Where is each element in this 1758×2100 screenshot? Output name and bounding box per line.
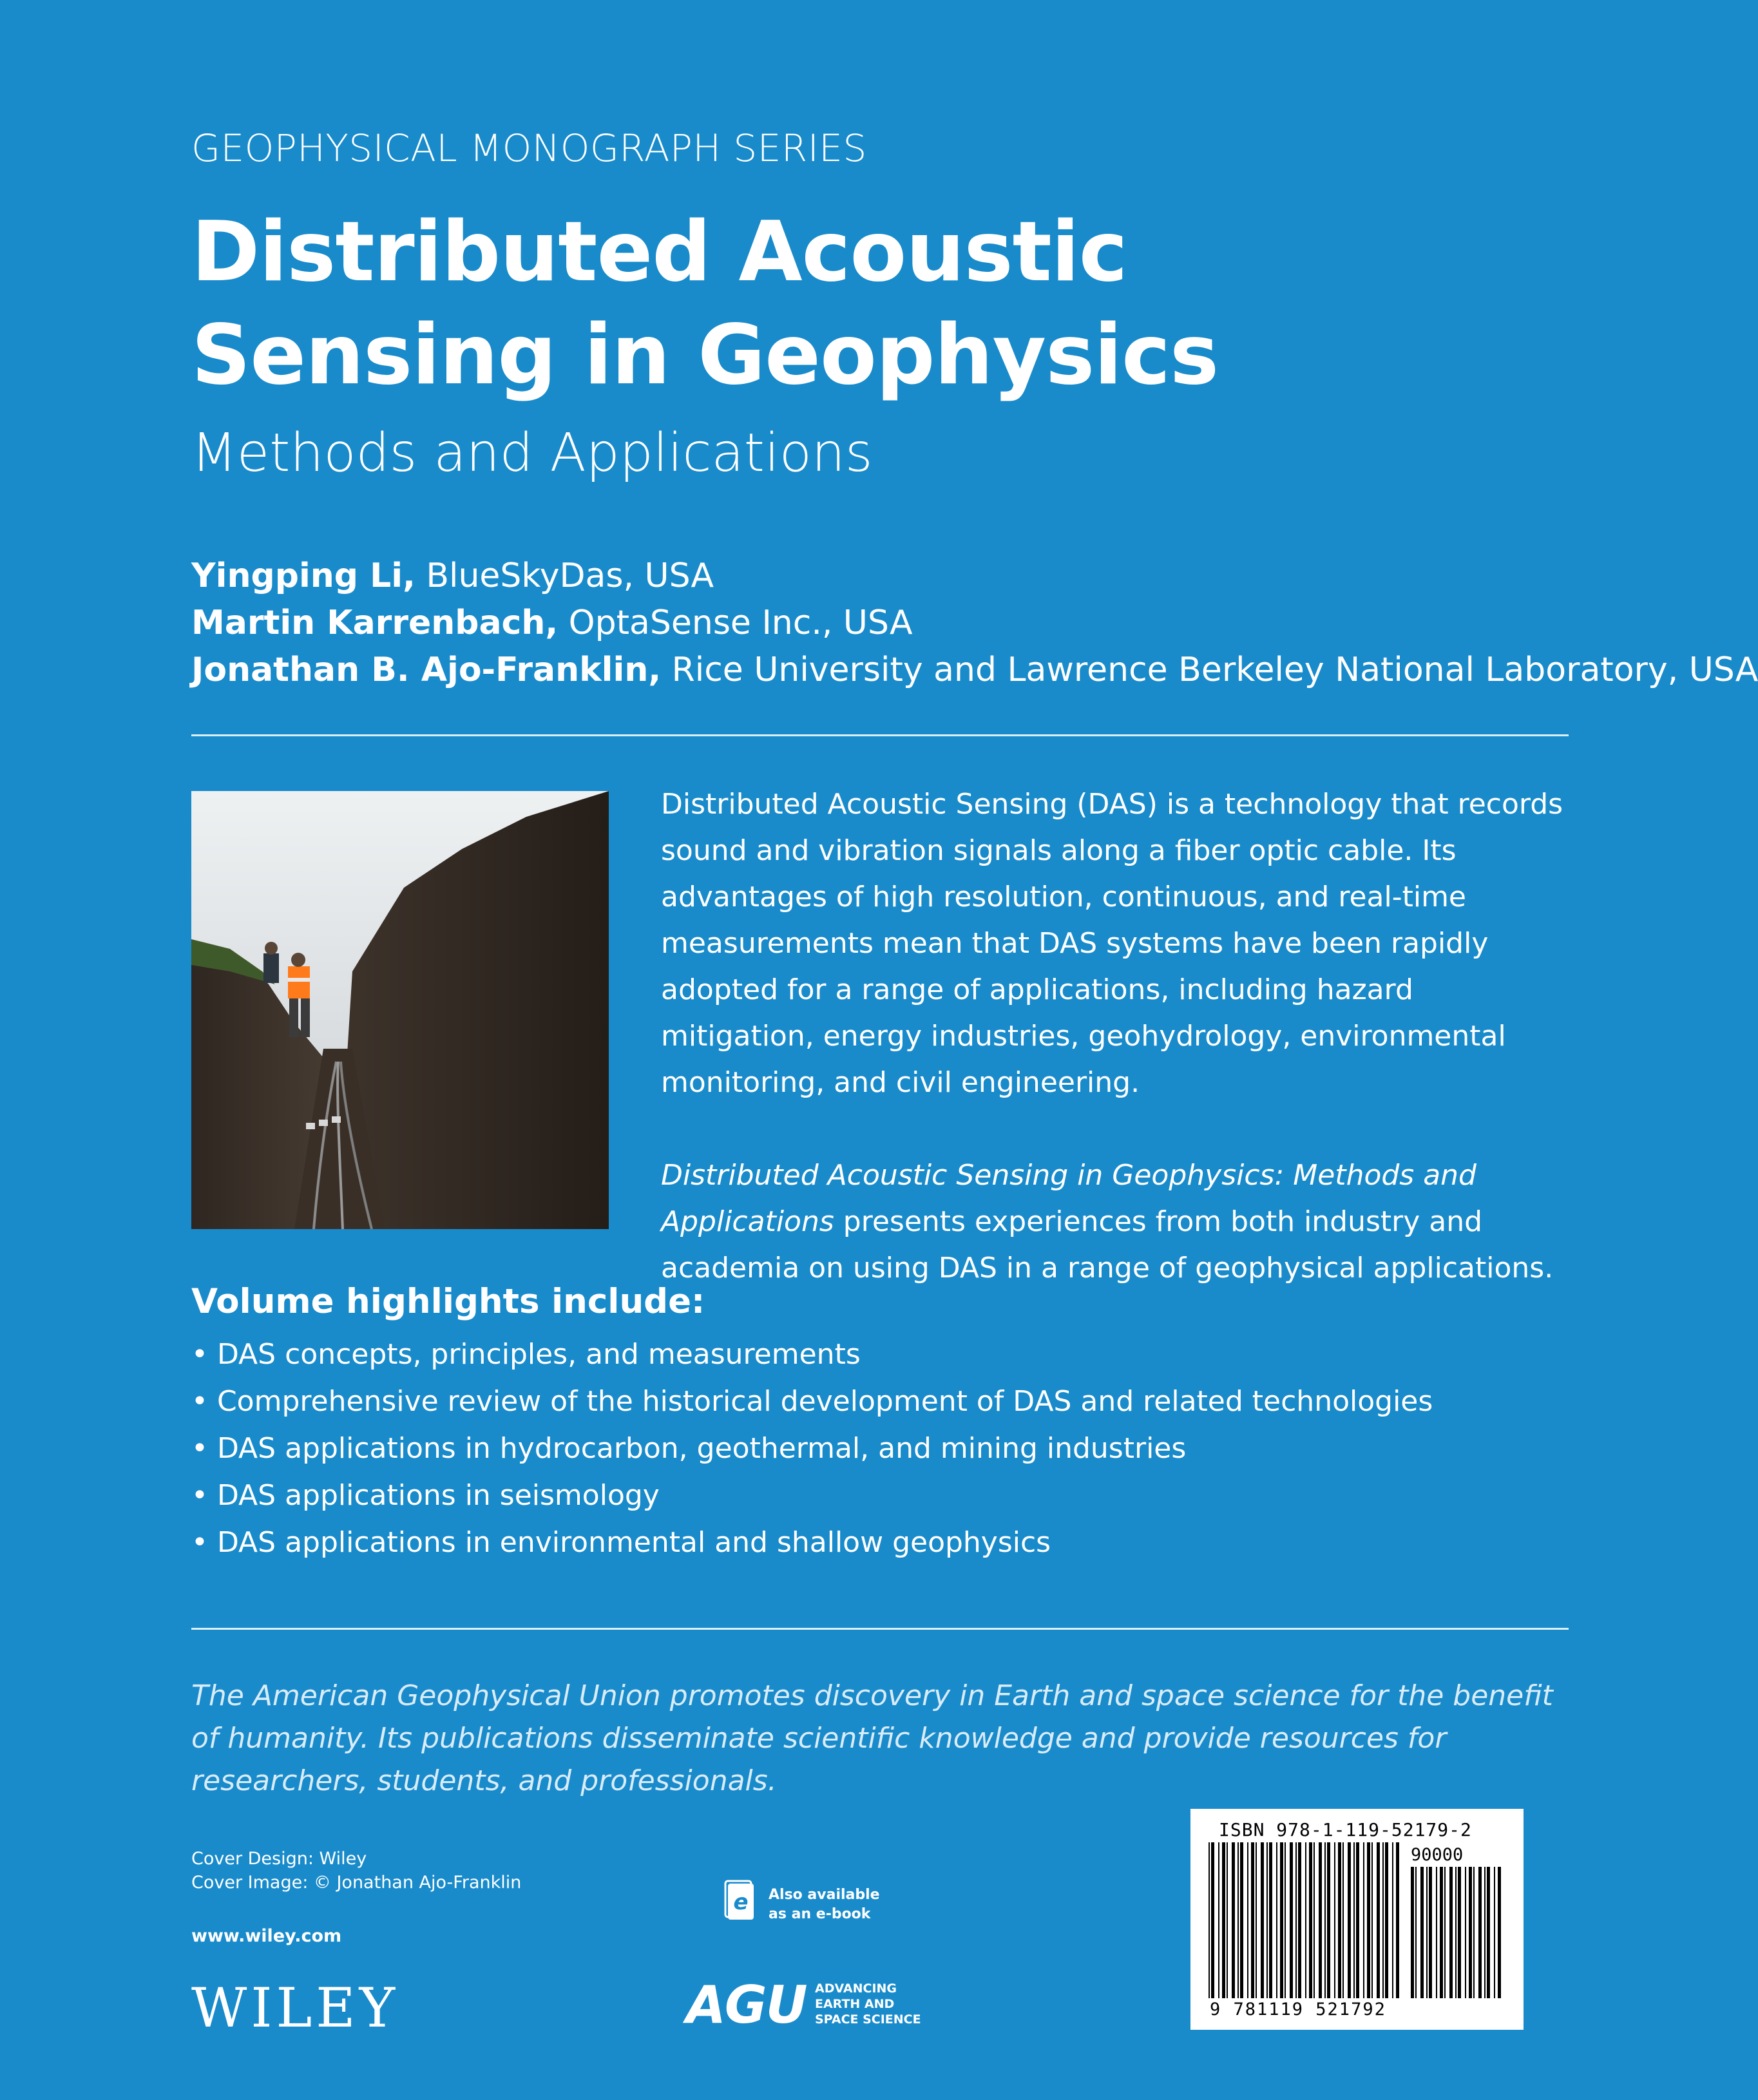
barcode-bar <box>1487 1867 1490 1998</box>
barcode-bar <box>1411 1867 1414 1998</box>
barcode-bar <box>1298 1842 1301 1998</box>
barcode-bar <box>1415 1867 1417 1998</box>
publisher-website: www.wiley.com <box>191 1926 342 1946</box>
list-item: • DAS applications in environmental and shallow geophysics <box>191 1519 1433 1566</box>
price-code: 90000 <box>1411 1845 1464 1865</box>
ebook-availability <box>769 1885 880 1924</box>
barcode-bar <box>1342 1842 1344 1998</box>
barcode-bar <box>1276 1842 1277 1998</box>
ebook-line-1: Also available <box>769 1887 880 1903</box>
cover-credits <box>191 1847 521 1895</box>
barcode-bar <box>1324 1842 1326 1998</box>
barcode-bar <box>1382 1842 1384 1998</box>
barcode-bar <box>1348 1842 1351 1998</box>
barcode-bar <box>1455 1867 1457 1998</box>
barcode-bar <box>1305 1842 1306 1998</box>
barcode-bar <box>1498 1867 1501 1998</box>
barcode-bar <box>1209 1842 1210 1998</box>
barcode-bar <box>1449 1867 1453 1998</box>
barcode-bar <box>1295 1842 1297 1998</box>
barcode-bar <box>1494 1867 1495 1998</box>
cover-image-credit: Cover Image: © Jonathan Ajo-Franklin <box>191 1873 522 1893</box>
agu-tag-line-1: ADVANCING <box>815 1981 897 1996</box>
barcode-bar <box>1444 1867 1446 1998</box>
barcode-bar <box>1363 1842 1364 1998</box>
cover-design-credit: Cover Design: Wiley <box>191 1849 367 1869</box>
barcode-bar <box>1385 1842 1388 1998</box>
agu-tag-line-2: EARTH AND <box>815 1997 895 2011</box>
author-affiliation: Rice University and Lawrence Berkeley National Laboratory, USA <box>661 651 1758 689</box>
author-list <box>191 553 1758 694</box>
description-paragraph-2 <box>661 1152 1569 1292</box>
wiley-logo: WILEY <box>191 1976 399 2039</box>
barcode-bar <box>1440 1867 1443 1998</box>
author-2 <box>191 600 1758 647</box>
list-item: • DAS applications in hydrocarbon, geothermal, and mining industries <box>191 1425 1433 1472</box>
divider-bottom <box>191 1628 1569 1630</box>
description-text: presents experiences from both industry and academia on using DAS in a range of geophysical applications. <box>661 1205 1554 1284</box>
barcode-bar <box>1251 1842 1254 1998</box>
description-book-title: Distributed Acoustic Sensing in Geophysics: Methods and Applications <box>661 1159 1476 1238</box>
author-name: Yingping Li, <box>191 557 416 595</box>
barcode-bar <box>1280 1842 1283 1998</box>
barcode-bar <box>1377 1842 1380 1998</box>
divider-top <box>191 734 1569 736</box>
barcode-bar <box>1240 1842 1243 1998</box>
description-paragraph-1: Distributed Acoustic Sensing (DAS) is a technology that records sound and vibration signals along a fiber optic cable. Its advantages of high resolution, continuous, and real-time measurements mean that DAS systems have been rapidly adopted for a range of applications, including hazard mitigation, energy industries, geohydrology, environmental monitoring, and civil engineering. <box>661 788 1563 1099</box>
agu-logo: AGU <box>686 1975 807 2035</box>
barcode-bar <box>1266 1842 1268 1998</box>
barcode-bar <box>1309 1842 1312 1998</box>
barcode-bar <box>1436 1867 1437 1998</box>
ean-barcode-bars <box>1209 1842 1402 1998</box>
isbn-number: ISBN 978-1-119-52179-2 <box>1219 1819 1472 1840</box>
author-name: Martin Karrenbach, <box>191 604 559 642</box>
barcode-bar <box>1319 1842 1322 1998</box>
author-name: Jonathan B. Ajo-Franklin, <box>191 651 662 689</box>
barcode-bar <box>1237 1842 1239 1998</box>
addon-barcode-bars <box>1411 1867 1501 1998</box>
barcode-bar <box>1458 1867 1461 1998</box>
barcode-bar <box>1478 1867 1482 1998</box>
barcode-bar <box>1211 1842 1214 1998</box>
agu-tagline <box>815 1981 921 2027</box>
barcode-bar <box>1356 1842 1359 1998</box>
book-title <box>191 201 1218 407</box>
barcode-bar <box>1334 1842 1335 1998</box>
list-item: • DAS applications in seismology <box>191 1472 1433 1519</box>
barcode-bar <box>1420 1867 1424 1998</box>
svg-text:e: e <box>733 1889 749 1915</box>
barcode-bar <box>1222 1842 1225 1998</box>
agu-tag-line-3: SPACE SCIENCE <box>815 2012 921 2027</box>
barcode-bar <box>1429 1867 1432 1998</box>
barcode-bar <box>1371 1842 1373 1998</box>
barcode-bar <box>1469 1867 1472 1998</box>
title-line-1: Distributed Acoustic <box>191 204 1127 300</box>
author-affiliation: OptaSense Inc., USA <box>558 604 913 642</box>
series-name: GEOPHYSICAL MONOGRAPH SERIES <box>191 126 867 170</box>
barcode-bar <box>1232 1842 1235 1998</box>
barcode-bar <box>1227 1842 1228 1998</box>
barcode-bar <box>1426 1867 1428 1998</box>
barcode-bar <box>1218 1842 1219 1998</box>
ebook-icon <box>724 1880 758 1926</box>
barcode-bar <box>1290 1842 1293 1998</box>
barcode-bar <box>1353 1842 1355 1998</box>
author-affiliation: BlueSkyDas, USA <box>415 557 714 595</box>
barcode-bar <box>1327 1842 1330 1998</box>
barcode-bar <box>1367 1842 1370 1998</box>
barcode-bar <box>1269 1842 1272 1998</box>
barcode-bar <box>1484 1867 1486 1998</box>
agu-statement: The American Geophysical Union promotes discovery in Earth and space science for the benefit of humanity. Its publications disseminate scientific knowledge and provide resources for researchers, students, and professionals. <box>191 1679 1553 1797</box>
title-line-2: Sensing in Geophysics <box>191 307 1219 403</box>
book-description <box>661 781 1569 1292</box>
barcode-bar <box>1392 1842 1393 1998</box>
highlights-list <box>191 1331 1433 1566</box>
barcode-bar <box>1314 1842 1315 1998</box>
list-item: • Comprehensive review of the historical development of DAS and related technologies <box>191 1378 1433 1425</box>
barcode-bar <box>1247 1842 1248 1998</box>
barcode-bar <box>1396 1842 1399 1998</box>
barcode-bar <box>1338 1842 1341 1998</box>
highlights-heading: Volume highlights include: <box>191 1282 705 1321</box>
author-3 <box>191 647 1758 694</box>
barcode-bar <box>1261 1842 1264 1998</box>
isbn-barcode <box>1190 1809 1524 2030</box>
ean-digits: 9 781119 521792 <box>1210 2000 1386 2019</box>
barcode-bar <box>1465 1867 1466 1998</box>
cover-photo-trench <box>191 791 609 1229</box>
barcode-bar <box>1256 1842 1257 1998</box>
book-subtitle: Methods and Applications <box>191 423 873 484</box>
ebook-line-2: as an e-book <box>769 1906 871 1922</box>
barcode-bar <box>1285 1842 1286 1998</box>
list-item: • DAS concepts, principles, and measurements <box>191 1331 1433 1378</box>
author-1 <box>191 553 1758 600</box>
barcode-bar <box>1473 1867 1475 1998</box>
